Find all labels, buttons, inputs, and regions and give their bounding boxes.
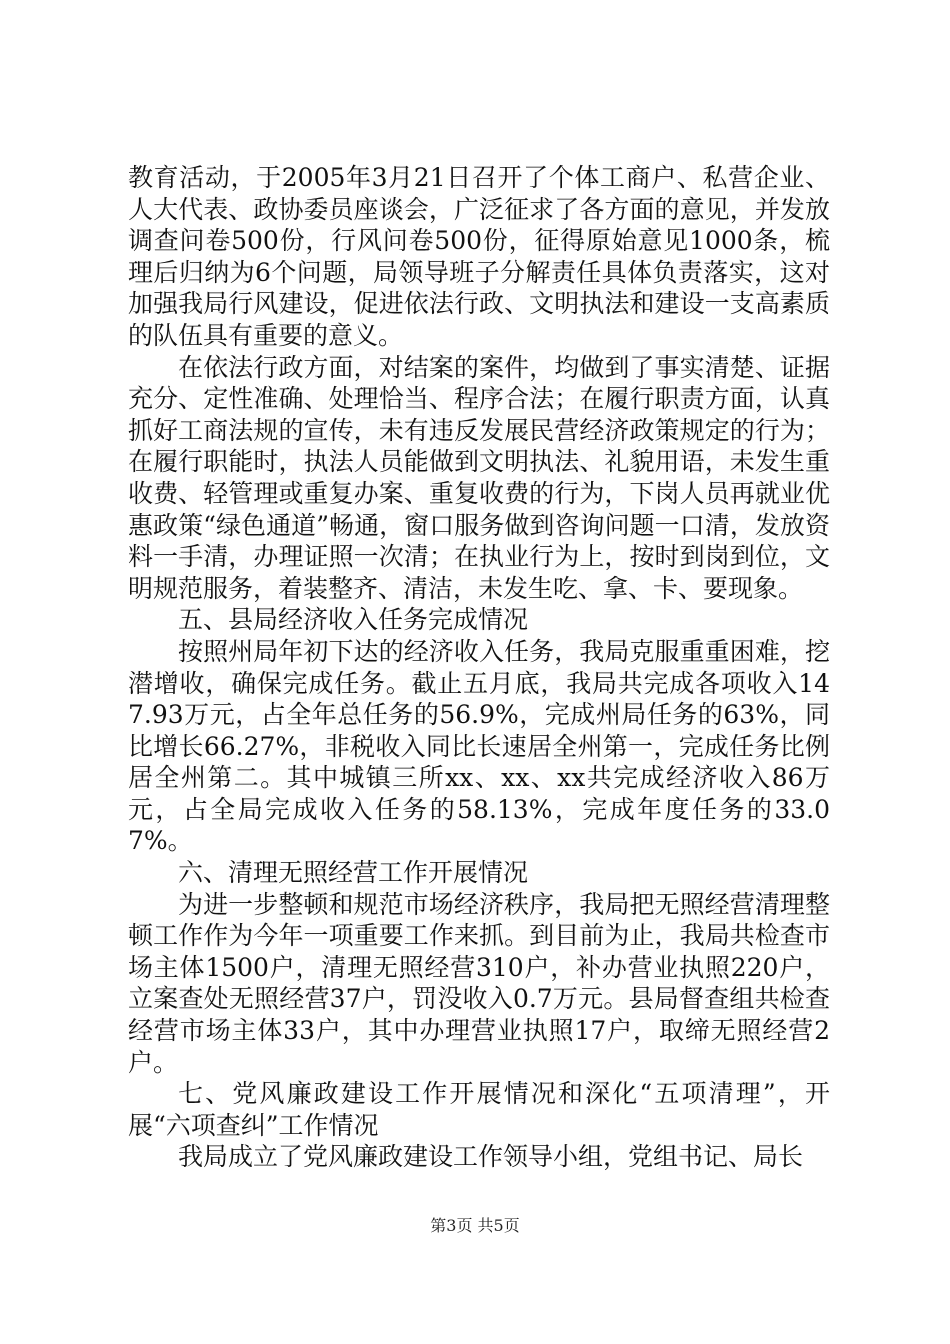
paragraph-6: 为进一步整顿和规范市场经济秩序，我局把无照经营清理整顿工作作为今年一项重要工作来抓。到目前为止，我局共检查市场主体1500户，清理无照经营310户，补办营业执照220户，立案查处无照经营37户，罚没收入0.7万元。县局督查组共检查经营市场主体33户，其中办理营业执照17户，取缔无照经营2户。 <box>128 889 830 1077</box>
page-footer: 第3页 共5页 <box>430 1216 520 1235</box>
paragraph-1: 教育活动，于2005年3月21日召开了个体工商户、私营企业、人大代表、政协委员座谈会，广泛征求了各方面的意见，并发放调查问卷500份，行风问卷500份，征得原始意见1000条，梳理后归纳为6个问题，局领导班子分解责任具体负责落实，这对加强我局行风建设，促进依法行政、文明执法和建设一支高素质的队伍具有重要的意义。 <box>128 163 830 350</box>
section-heading-6: 六、清理无照经营工作开展情况 <box>178 858 529 888</box>
section-heading-5: 五、县局经济收入任务完成情况 <box>178 605 529 635</box>
paragraph-8: 我局成立了党风廉政建设工作领导小组，党组书记、局长 <box>178 1142 804 1172</box>
document-body <box>128 162 830 1173</box>
paragraph-4: 按照州局年初下达的经济收入任务，我局克服重重困难，挖潜增收，确保完成任务。截止五月底，我局共完成各项收入147.93万元，占全年总任务的56.9%，完成州局任务的63%，同比增长66.27%，非税收入同比长速居全州第一，完成任务比例居全州第二。其中城镇三所xx、xx、xx共完成经济收入86万元，占全局完成收入任务的58.13%，完成年度任务的33.07%。 <box>128 636 830 856</box>
paragraph-2: 在依法行政方面，对结案的案件，均做到了事实清楚、证据充分、定性准确、处理恰当、程序合法；在履行职责方面，认真抓好工商法规的宣传，未有违反发展民营经济政策规定的行为；在履行职能时，执法人员能做到文明执法、礼貌用语，未发生重收费、轻管理或重复办案、重复收费的行为，下岗人员再就业优惠政策“绿色通道”畅通，窗口服务做到咨询问题一口清，发放资料一手清，办理证照一次清；在执业行为上，按时到岗到位，文明规范服务，着装整齐、清洁，未发生吃、拿、卡、要现象。 <box>128 352 830 603</box>
section-heading-7: 七、党风廉政建设工作开展情况和深化“五项清理”，开展“六项查纠”工作情况 <box>128 1079 830 1140</box>
